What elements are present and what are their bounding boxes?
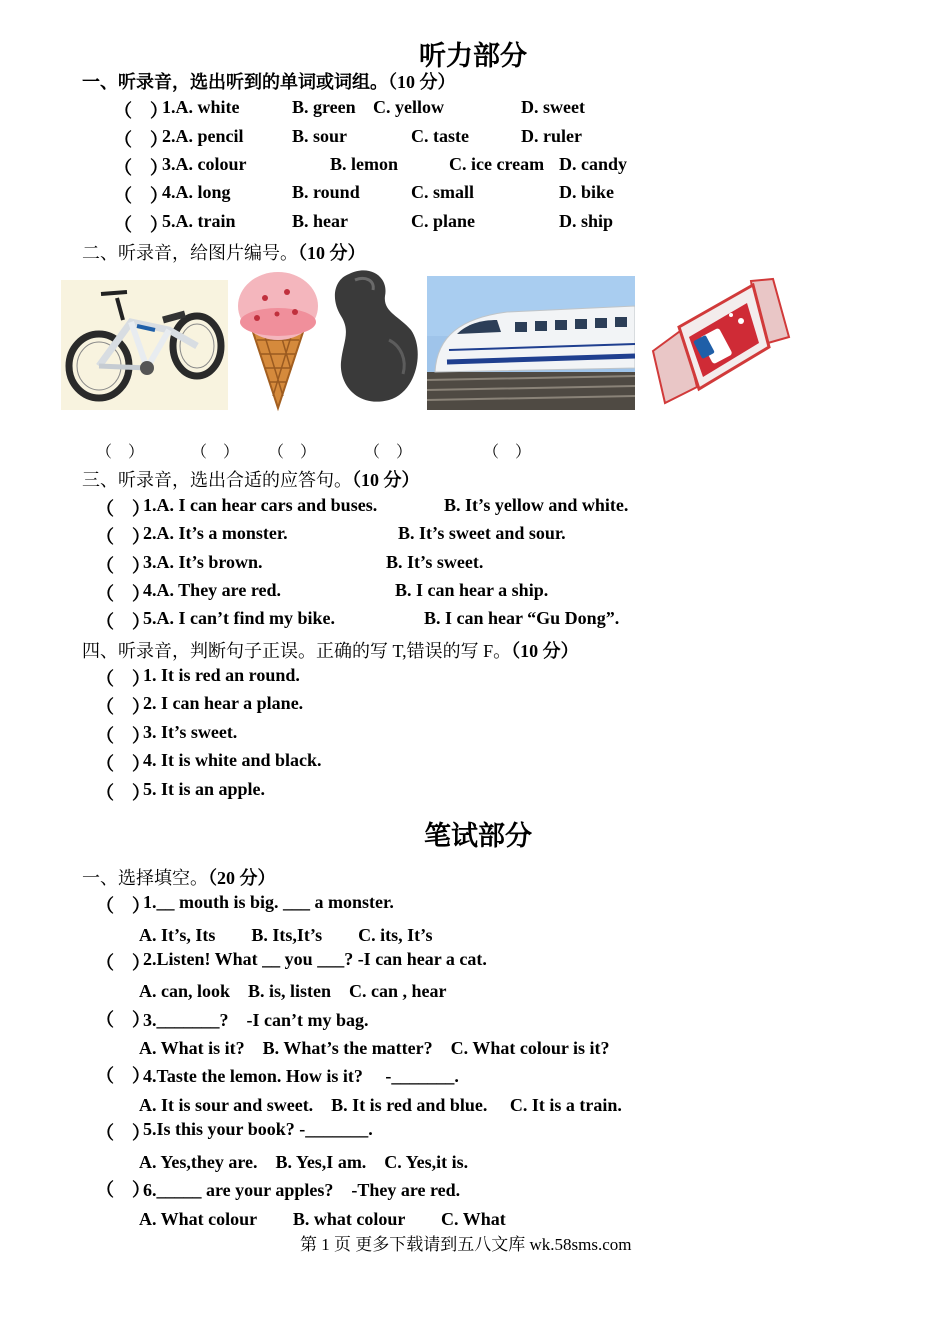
candy-picture bbox=[643, 275, 795, 409]
option-a: 4.A. They are red. bbox=[143, 580, 281, 600]
listening-title: 听力部分 bbox=[419, 41, 527, 71]
part4-heading bbox=[82, 637, 579, 663]
statement: 5. It is an apple. bbox=[143, 779, 266, 799]
option-b: B. It’s yellow and white. bbox=[444, 495, 629, 515]
picture-answer-blank[interactable]: （ ） bbox=[364, 444, 413, 461]
option-a: 1.A. white bbox=[162, 97, 240, 117]
answer-blank[interactable]: （ ） bbox=[114, 130, 168, 150]
part3-heading-score: （10 分） bbox=[352, 470, 420, 490]
answer-blank[interactable]: （ ） bbox=[96, 1066, 150, 1086]
option-d: D. ship bbox=[559, 211, 614, 231]
question: 2.Listen! What __ you ___? -I can hear a cat. bbox=[143, 949, 487, 969]
picture-answer-blank[interactable]: （ ） bbox=[96, 444, 145, 461]
option-b: B. lemon bbox=[330, 154, 399, 174]
option-d: D. sweet bbox=[521, 97, 585, 117]
option-c: C. plane bbox=[411, 211, 476, 231]
picture-answer-blank[interactable]: （ ） bbox=[268, 444, 317, 461]
option-b: B. I can hear “Gu Dong”. bbox=[424, 608, 620, 628]
ice-cream-icon bbox=[235, 270, 321, 412]
option-d: D. bike bbox=[559, 182, 615, 202]
answer-blank[interactable]: （ ） bbox=[96, 1180, 150, 1200]
part3-heading bbox=[82, 466, 420, 492]
answer-blank[interactable]: （ ） bbox=[114, 215, 168, 235]
question: 6._____ are your apples? -They are red. bbox=[143, 1180, 461, 1200]
answer-blank[interactable]: （ ） bbox=[96, 754, 150, 774]
option-b: B. It’s sweet. bbox=[386, 552, 484, 572]
question: 5.Is this your book? -_______. bbox=[143, 1119, 373, 1139]
written-part1-heading-score: （20 分） bbox=[208, 868, 276, 888]
statement: 1. It is red an round. bbox=[143, 665, 300, 685]
statement: 3. It’s sweet. bbox=[143, 722, 238, 742]
option-c: C. taste bbox=[411, 126, 469, 146]
option-c: C. ice cream bbox=[449, 154, 545, 174]
answer-blank[interactable]: （ ） bbox=[96, 669, 150, 689]
option-a: 2.A. It’s a monster. bbox=[143, 523, 288, 543]
option-a: 3.A. It’s brown. bbox=[143, 552, 263, 572]
part3-heading-text: 三、听录音，选出合适的应答句。 bbox=[82, 470, 352, 490]
statement: 4. It is white and black. bbox=[143, 750, 322, 770]
picture-answer-blank[interactable]: （ ） bbox=[483, 444, 532, 461]
option-b: B. hear bbox=[292, 211, 348, 231]
option-b: B. round bbox=[292, 182, 360, 202]
answer-blank[interactable]: （ ） bbox=[96, 584, 150, 604]
option-d: D. candy bbox=[559, 154, 628, 174]
option-b: B. It’s sweet and sour. bbox=[398, 523, 566, 543]
bean-picture bbox=[329, 266, 421, 404]
option-a: 5.A. train bbox=[162, 211, 236, 231]
part2-heading-text: 二、听录音，给图片编号。 bbox=[82, 243, 298, 263]
part4-heading-score: （10 分） bbox=[511, 641, 579, 661]
candy-icon bbox=[643, 275, 795, 409]
option-a: 3.A. colour bbox=[162, 154, 247, 174]
answer-blank[interactable]: （ ） bbox=[96, 527, 150, 547]
answer-blank[interactable]: （ ） bbox=[96, 612, 150, 632]
written-title: 笔试部分 bbox=[424, 821, 532, 851]
written-part1-heading-text: 一、选择填空。 bbox=[82, 868, 208, 888]
answer-blank[interactable]: （ ） bbox=[96, 896, 150, 916]
answer-blank[interactable]: （ ） bbox=[96, 556, 150, 576]
options: A. It is sour and sweet. B. It is red and blue. C. It is a train. bbox=[139, 1095, 622, 1115]
answer-blank[interactable]: （ ） bbox=[96, 697, 150, 717]
part2-heading-score: （10 分） bbox=[298, 243, 366, 263]
bike-picture bbox=[61, 280, 228, 410]
written-part1-heading bbox=[82, 864, 276, 890]
option-b: B. green bbox=[292, 97, 356, 117]
options: A. Yes,they are. B. Yes,I am. C. Yes,it is. bbox=[139, 1152, 469, 1172]
option-a: 2.A. pencil bbox=[162, 126, 244, 146]
statement: 2. I can hear a plane. bbox=[143, 693, 304, 713]
part1-heading: 一、听录音，选出听到的单词或词组。（10 分） bbox=[82, 72, 456, 92]
train-icon bbox=[427, 276, 635, 410]
option-b: B. I can hear a ship. bbox=[395, 580, 549, 600]
picture-answer-blank[interactable]: （ ） bbox=[191, 444, 240, 461]
answer-blank[interactable]: （ ） bbox=[114, 101, 168, 121]
options: A. can, look B. is, listen C. can , hear bbox=[139, 981, 447, 1001]
part2-heading bbox=[82, 239, 366, 265]
page-footer: 第 1 页 更多下载请到五八文库 wk.58sms.com bbox=[300, 1235, 632, 1254]
answer-blank[interactable]: （ ） bbox=[96, 1010, 150, 1030]
option-a: 1.A. I can hear cars and buses. bbox=[143, 495, 378, 515]
option-c: C. small bbox=[411, 182, 474, 202]
answer-blank[interactable]: （ ） bbox=[96, 499, 150, 519]
options: A. It’s, Its B. Its,It’s C. its, It’s bbox=[139, 925, 433, 945]
question: 1.__ mouth is big. ___ a monster. bbox=[143, 892, 394, 912]
option-d: D. ruler bbox=[521, 126, 582, 146]
bike-icon bbox=[61, 280, 228, 410]
options: A. What colour B. what colour C. What bbox=[139, 1209, 506, 1229]
option-c: C. yellow bbox=[373, 97, 444, 117]
answer-blank[interactable]: （ ） bbox=[114, 158, 168, 178]
ice-cream-picture bbox=[235, 270, 321, 412]
question: 3._______? -I can’t my bag. bbox=[143, 1010, 369, 1030]
option-a: 5.A. I can’t find my bike. bbox=[143, 608, 336, 628]
train-picture bbox=[427, 276, 635, 410]
options: A. What is it? B. What’s the matter? C. What colour is it? bbox=[139, 1038, 610, 1058]
part4-heading-text: 四、听录音，判断句子正误。正确的写 T,错误的写 F。 bbox=[82, 641, 512, 661]
question: 4.Taste the lemon. How is it? -_______. bbox=[143, 1066, 459, 1086]
answer-blank[interactable]: （ ） bbox=[96, 953, 150, 973]
option-a: 4.A. long bbox=[162, 182, 231, 202]
bean-icon bbox=[329, 266, 421, 404]
answer-blank[interactable]: （ ） bbox=[114, 186, 168, 206]
answer-blank[interactable]: （ ） bbox=[96, 783, 150, 803]
answer-blank[interactable]: （ ） bbox=[96, 726, 150, 746]
option-b: B. sour bbox=[292, 126, 348, 146]
answer-blank[interactable]: （ ） bbox=[96, 1123, 150, 1143]
